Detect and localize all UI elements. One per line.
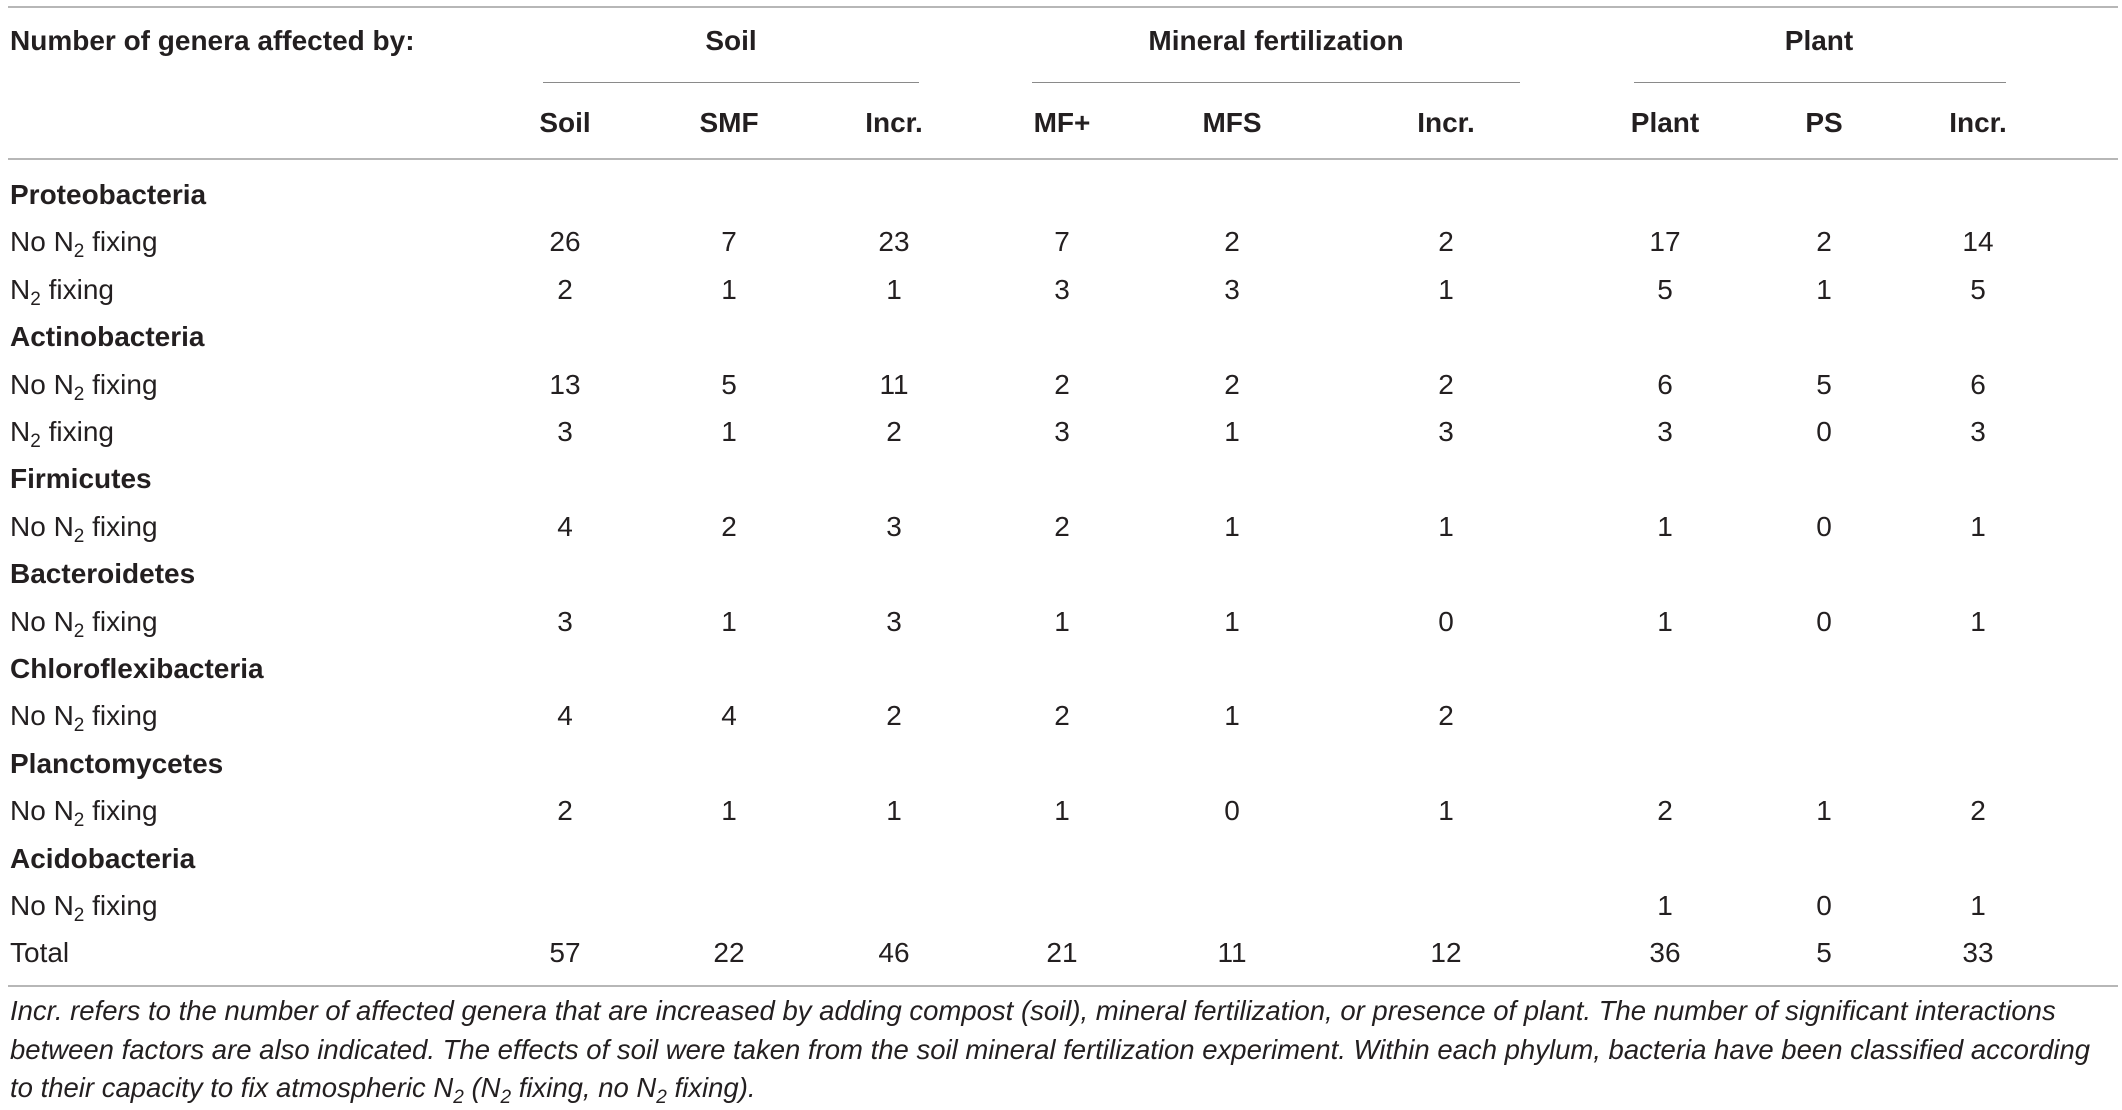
row-label bbox=[10, 605, 158, 642]
table-cell-value: 1 bbox=[1438, 274, 1454, 305]
table-cell-value: 2 bbox=[1816, 226, 1832, 257]
row-label-suffix: fixing bbox=[84, 700, 158, 731]
table-cell-value: 2 bbox=[1224, 369, 1240, 400]
table-cell-value: 5 bbox=[1657, 274, 1673, 305]
total-label: Total bbox=[10, 937, 70, 968]
table-cell-value: 2 bbox=[1438, 700, 1454, 731]
table-cell-value: 1 bbox=[1054, 795, 1070, 826]
table-cell-value: 1 bbox=[886, 274, 902, 305]
table-cell-value: 2 bbox=[1054, 369, 1070, 400]
row-label-prefix: No N bbox=[10, 795, 74, 826]
group-rule-plant bbox=[1634, 82, 2006, 83]
row-label-prefix: N bbox=[10, 274, 31, 305]
row-label bbox=[10, 225, 158, 262]
header-rule bbox=[8, 158, 2118, 160]
table-cell-value: 26 bbox=[549, 226, 581, 257]
row-label bbox=[10, 794, 158, 831]
row-label-suffix: fixing bbox=[84, 795, 158, 826]
column-header: Plant bbox=[1630, 107, 1700, 138]
table-cell-value: 1 bbox=[1224, 511, 1240, 542]
table-cell-value: 1 bbox=[1657, 890, 1673, 921]
row-label-subscript: 2 bbox=[73, 715, 85, 736]
table-cell-value: 1 bbox=[1054, 606, 1070, 637]
total-cell-value: 11 bbox=[1217, 937, 1247, 968]
group-rule-soil bbox=[543, 82, 919, 83]
total-cell-value: 21 bbox=[1046, 937, 1078, 968]
row-label-subscript: 2 bbox=[73, 384, 85, 405]
footnote-subscript: 2 bbox=[656, 1087, 667, 1108]
table-cell-value: 3 bbox=[1224, 274, 1240, 305]
column-header: Incr. bbox=[1417, 107, 1475, 138]
table-cell-value: 5 bbox=[721, 369, 737, 400]
table-cell-value: 6 bbox=[1657, 369, 1673, 400]
table-cell-value: 2 bbox=[557, 274, 573, 305]
row-label-prefix: No N bbox=[10, 890, 74, 921]
table-cell-value: 3 bbox=[557, 416, 573, 447]
row-label-prefix: No N bbox=[10, 369, 74, 400]
group-header-soil: Soil bbox=[705, 25, 757, 56]
table-cell-value: 3 bbox=[1054, 274, 1070, 305]
table-top-rule bbox=[8, 6, 2118, 8]
table-cell-value: 23 bbox=[878, 226, 910, 257]
table-cell-value: 1 bbox=[721, 795, 737, 826]
total-cell-value: 22 bbox=[713, 937, 745, 968]
table-cell-value: 14 bbox=[1962, 226, 1994, 257]
footnote-text: Incr. refers to the number of affected genera that are increased by adding compost (soil), mineral fertilization, or presence of plant. The number of significant interactions between factors are also indicated. The effects of soil were taken from the soil mineral fertilization experiment. Within each phylum, bacteria have been classified according to their capacity to fix atmospheric N bbox=[10, 995, 2091, 1103]
phylum-label: Planctomycetes bbox=[10, 748, 224, 779]
row-label-subscript: 2 bbox=[30, 431, 41, 452]
row-label-suffix: fixing bbox=[84, 890, 158, 921]
table-cell-value: 2 bbox=[1438, 369, 1454, 400]
table-cell-value: 1 bbox=[1224, 606, 1240, 637]
table-cell-value: 2 bbox=[557, 795, 573, 826]
row-label bbox=[10, 273, 114, 310]
phylum-label: Bacteroidetes bbox=[10, 558, 196, 589]
table-cell-value: 1 bbox=[1657, 606, 1673, 637]
row-label-subscript: 2 bbox=[73, 241, 85, 262]
table-cell-value: 2 bbox=[1657, 795, 1673, 826]
table-cell-value: 1 bbox=[1657, 511, 1673, 542]
row-label-subscript: 2 bbox=[73, 526, 85, 547]
table-cell-value: 1 bbox=[721, 416, 737, 447]
row-label bbox=[10, 368, 158, 405]
total-cell-value: 46 bbox=[878, 937, 910, 968]
table-cell-value: 0 bbox=[1224, 795, 1240, 826]
column-header: MFS bbox=[1202, 107, 1262, 138]
total-cell-value: 33 bbox=[1962, 937, 1994, 968]
table-cell-value: 1 bbox=[1970, 606, 1986, 637]
table-cell-value: 1 bbox=[1816, 795, 1832, 826]
row-label-subscript: 2 bbox=[30, 289, 41, 310]
column-header: Incr. bbox=[865, 107, 923, 138]
table-cell-value: 7 bbox=[1054, 226, 1070, 257]
row-label-suffix: fixing bbox=[40, 274, 114, 305]
row-label bbox=[10, 889, 158, 926]
group-rule-mineral-fertilization bbox=[1032, 82, 1520, 83]
row-label-subscript: 2 bbox=[73, 621, 85, 642]
row-label-prefix: No N bbox=[10, 700, 74, 731]
table-cell-value: 2 bbox=[886, 416, 902, 447]
column-header: MF+ bbox=[1033, 107, 1091, 138]
table-cell-value: 2 bbox=[1224, 226, 1240, 257]
table-cell-value: 1 bbox=[1970, 511, 1986, 542]
row-label-suffix: fixing bbox=[84, 511, 158, 542]
total-cell-value: 57 bbox=[549, 937, 581, 968]
table-cell-value: 4 bbox=[721, 700, 737, 731]
table-cell-value: 3 bbox=[1054, 416, 1070, 447]
stub-header: Number of genera affected by: bbox=[10, 25, 415, 56]
table-cell-value: 6 bbox=[1970, 369, 1986, 400]
column-header: PS bbox=[1805, 107, 1843, 138]
table-cell-value: 2 bbox=[1054, 511, 1070, 542]
table-cell-value: 3 bbox=[1657, 416, 1673, 447]
table-cell-value: 17 bbox=[1649, 226, 1681, 257]
row-label-suffix: fixing bbox=[40, 416, 114, 447]
table-cell-value: 2 bbox=[1970, 795, 1986, 826]
phylum-label: Proteobacteria bbox=[10, 179, 207, 210]
table-cell-value: 0 bbox=[1816, 890, 1832, 921]
table-cell-value: 1 bbox=[1224, 700, 1240, 731]
table-cell-value: 4 bbox=[557, 511, 573, 542]
group-header-mineral-fertilization: Mineral fertilization bbox=[1148, 25, 1404, 56]
total-cell-value: 12 bbox=[1430, 937, 1462, 968]
table-cell-value: 1 bbox=[1438, 511, 1454, 542]
footnote-text: fixing, no N bbox=[511, 1072, 657, 1103]
table-cell-value: 5 bbox=[1816, 369, 1832, 400]
row-label-prefix: No N bbox=[10, 606, 74, 637]
row-label-suffix: fixing bbox=[84, 226, 158, 257]
table-cell-value: 11 bbox=[879, 369, 909, 400]
row-label-prefix: No N bbox=[10, 511, 74, 542]
table-cell-value: 1 bbox=[886, 795, 902, 826]
column-header: SMF bbox=[699, 107, 759, 138]
table-cell-value: 1 bbox=[1970, 890, 1986, 921]
row-label bbox=[10, 415, 114, 452]
table-cell-value: 3 bbox=[1438, 416, 1454, 447]
row-label-suffix: fixing bbox=[84, 369, 158, 400]
phylum-label: Chloroflexibacteria bbox=[10, 653, 264, 684]
row-label bbox=[10, 699, 158, 736]
phylum-label: Firmicutes bbox=[10, 463, 152, 494]
table-bottom-rule bbox=[8, 985, 2118, 987]
row-label-suffix: fixing bbox=[84, 606, 158, 637]
table-cell-value: 1 bbox=[1224, 416, 1240, 447]
column-header: Soil bbox=[539, 107, 591, 138]
table-cell-value: 1 bbox=[721, 274, 737, 305]
table-cell-value: 2 bbox=[1054, 700, 1070, 731]
table-cell-value: 13 bbox=[549, 369, 581, 400]
footnote-subscript: 2 bbox=[500, 1087, 512, 1108]
row-label-subscript: 2 bbox=[73, 905, 85, 926]
total-cell-value: 5 bbox=[1816, 937, 1832, 968]
table-cell-value: 3 bbox=[886, 511, 902, 542]
column-header: Incr. bbox=[1949, 107, 2007, 138]
footnote-text: (N bbox=[463, 1072, 501, 1103]
table-cell-value: 3 bbox=[1970, 416, 1986, 447]
footnote-subscript: 2 bbox=[453, 1087, 464, 1108]
table-cell-value: 7 bbox=[721, 226, 737, 257]
table-cell-value: 0 bbox=[1438, 606, 1454, 637]
table-cell-value: 2 bbox=[886, 700, 902, 731]
row-label bbox=[10, 510, 158, 547]
phylum-label: Actinobacteria bbox=[10, 321, 205, 352]
table-cell-value: 4 bbox=[557, 700, 573, 731]
table-cell-value: 0 bbox=[1816, 511, 1832, 542]
table-footnote bbox=[10, 992, 2118, 1108]
table-cell-value: 5 bbox=[1970, 274, 1986, 305]
row-label-prefix: No N bbox=[10, 226, 74, 257]
table-cell-value: 3 bbox=[557, 606, 573, 637]
table-cell-value: 2 bbox=[721, 511, 737, 542]
table-cell-value: 1 bbox=[1816, 274, 1832, 305]
table-cell-value: 2 bbox=[1438, 226, 1454, 257]
footnote-text: fixing). bbox=[666, 1072, 756, 1103]
group-header-plant: Plant bbox=[1784, 25, 1854, 56]
table-cell-value: 1 bbox=[1438, 795, 1454, 826]
total-cell-value: 36 bbox=[1649, 937, 1681, 968]
table-cell-value: 1 bbox=[721, 606, 737, 637]
row-label-subscript: 2 bbox=[73, 810, 85, 831]
table-cell-value: 0 bbox=[1816, 606, 1832, 637]
phylum-label: Acidobacteria bbox=[10, 843, 196, 874]
table-cell-value: 3 bbox=[886, 606, 902, 637]
row-label-prefix: N bbox=[10, 416, 31, 447]
table-cell-value: 0 bbox=[1816, 416, 1832, 447]
